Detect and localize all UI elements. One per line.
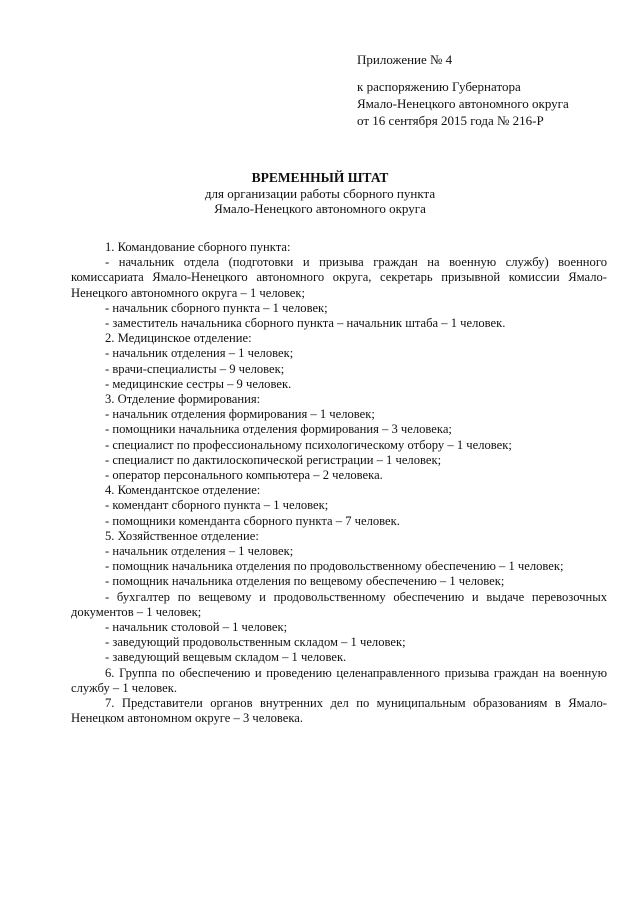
- appendix-line-3: от 16 сентября 2015 года № 216-Р: [357, 113, 544, 128]
- list-item: - помощники коменданта сборного пункта – 7 человек.: [105, 513, 400, 528]
- document-title-block: [0, 170, 640, 216]
- section-heading: 7. Представители органов внутренних дел по муниципальным образованиям в Ямало-Ненецком автономном округе – 3 человека.: [71, 696, 607, 726]
- list-item: - помощник начальника отделения по вещевому обеспечению – 1 человек;: [105, 574, 505, 589]
- list-item: - медицинские сестры – 9 человек.: [105, 376, 292, 391]
- document-title: ВРЕМЕННЫЙ ШТАТ: [251, 170, 389, 185]
- section-heading: 6. Группа по обеспечению и проведению целенаправленного призыва граждан на военную службу – 1 человек.: [71, 665, 607, 695]
- list-item: - помощник начальника отделения по продовольственному обеспечению – 1 человек;: [105, 559, 564, 574]
- list-item: - начальник отделения – 1 человек;: [105, 346, 294, 361]
- list-item: - заведующий продовольственным складом – 1 человек;: [105, 635, 406, 650]
- appendix-line-2: Ямало-Ненецкого автономного округа: [357, 96, 569, 111]
- list-item: - помощники начальника отделения формирования – 3 человека;: [105, 422, 452, 437]
- document-subtitle-1: для организации работы сборного пункта: [204, 186, 436, 201]
- appendix-line-1: к распоряжению Губернатора: [357, 79, 521, 94]
- list-item: - бухгалтер по вещевому и продовольственному обеспечению и выдаче перевозочных документов – 1 человек;: [71, 589, 607, 619]
- list-item: - начальник отделения формирования – 1 человек;: [105, 407, 375, 422]
- section-heading: 1. Командование сборного пункта:: [105, 240, 291, 254]
- section-heading: 2. Медицинское отделение:: [105, 331, 252, 346]
- list-item: - начальник отделения – 1 человек;: [105, 544, 294, 559]
- document-subtitle-2: Ямало-Ненецкого автономного округа: [214, 201, 426, 216]
- list-item: - комендант сборного пункта – 1 человек;: [105, 498, 329, 513]
- list-item: - специалист по дактилоскопической регистрации – 1 человек;: [105, 452, 442, 467]
- section-heading: 4. Комендантское отделение:: [105, 483, 261, 498]
- appendix-header: [357, 51, 569, 129]
- document-body: [71, 240, 607, 727]
- section-heading: 3. Отделение формирования:: [105, 392, 261, 407]
- list-item: - начальник столовой – 1 человек;: [105, 620, 288, 635]
- list-item: - начальник отдела (подготовки и призыва граждан на военную службу) военного комиссариата Ямало-Ненецкого автономного округа, секретарь призывной комиссии Ямало-Ненецкого автономного округа – 1 человек;: [71, 255, 607, 300]
- list-item: - специалист по профессиональному психологическому отбору – 1 человек;: [105, 437, 512, 452]
- list-item: - заместитель начальника сборного пункта – начальник штаба – 1 человек.: [105, 316, 506, 331]
- spacer: [357, 68, 569, 78]
- list-item: - заведующий вещевым складом – 1 человек.: [105, 650, 347, 665]
- appendix-number: Приложение № 4: [357, 52, 453, 67]
- list-item: - начальник сборного пункта – 1 человек;: [105, 300, 328, 315]
- list-item: - оператор персонального компьютера – 2 человека.: [105, 468, 383, 483]
- list-item: - врачи-специалисты – 9 человек;: [105, 361, 285, 376]
- section-heading: 5. Хозяйственное отделение:: [105, 528, 259, 543]
